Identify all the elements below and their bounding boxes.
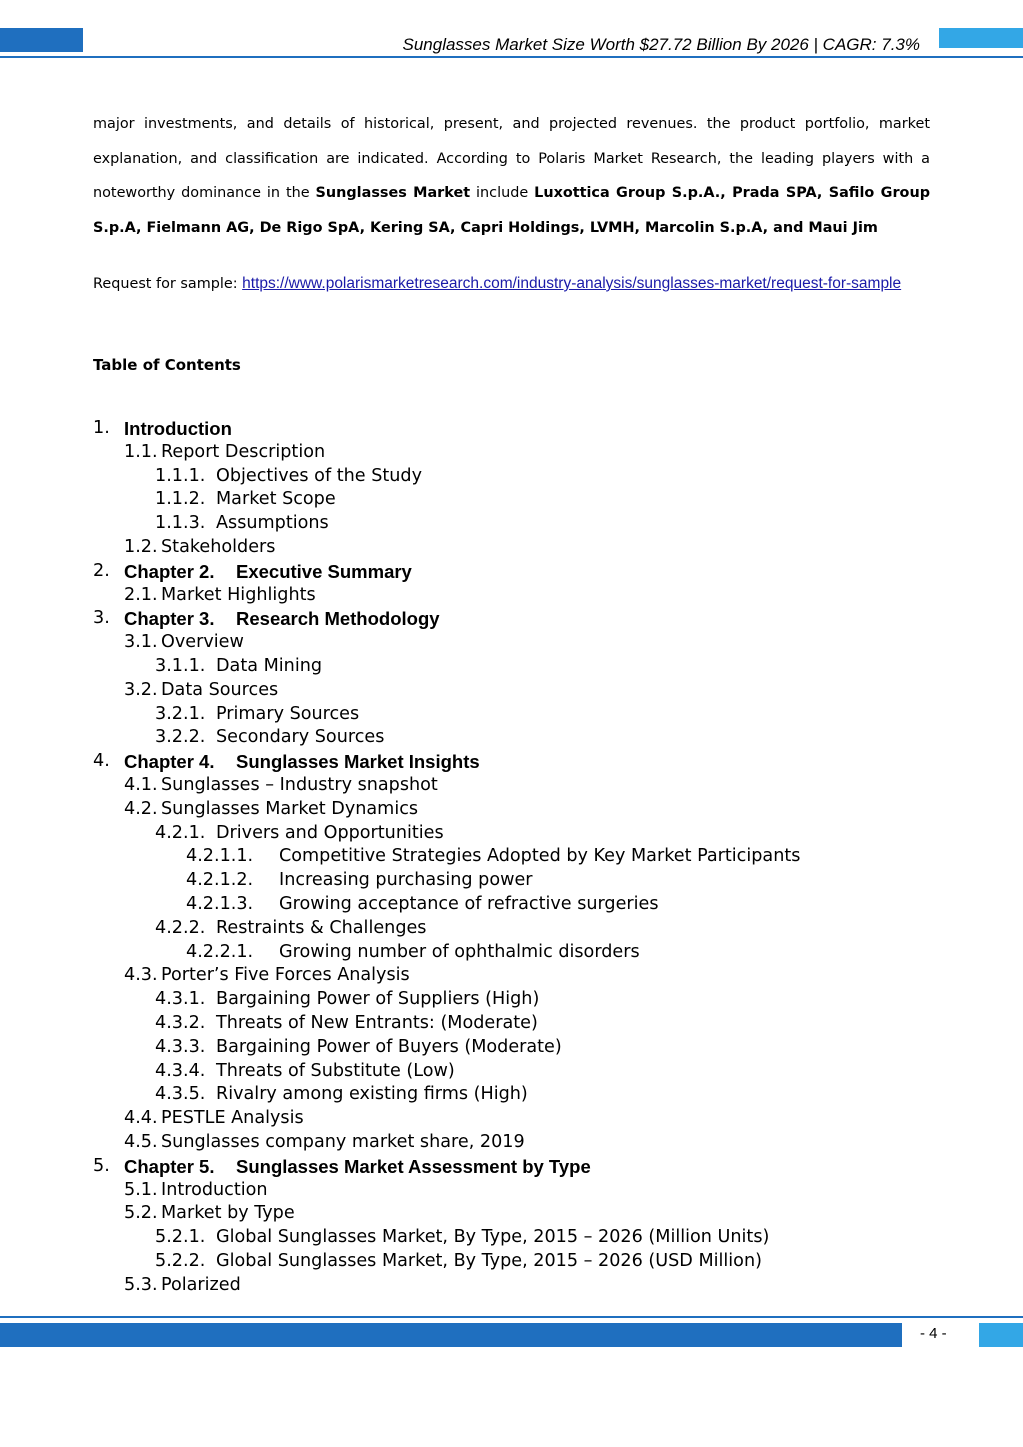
toc-item-text: Bargaining Power of Buyers (Moderate) (216, 1036, 562, 1057)
intro-include: include (470, 185, 535, 201)
toc-item (93, 988, 993, 1012)
toc-item (93, 1202, 993, 1226)
toc-item-text: Sunglasses Market Dynamics (161, 798, 419, 819)
toc-item-text: Increasing purchasing power (279, 870, 533, 891)
toc-item (93, 750, 993, 774)
toc-item-text: Report Description (161, 441, 326, 462)
toc-item-text: Assumptions (216, 513, 329, 534)
toc-item (93, 488, 993, 512)
toc-item (93, 1226, 993, 1250)
toc-item-number: 1.1. (124, 441, 158, 462)
intro-text: major investments, and details of historical, present, and projected revenues. the product portfolio, market explanation, and classification are indicated. According to Polaris Market Research, the leading players with a noteworthy dominance in the (93, 116, 930, 201)
toc-item (93, 417, 993, 441)
toc-item (93, 1155, 993, 1179)
toc-item-text: Overview (161, 632, 244, 653)
toc-item-text: Executive Summary (236, 560, 412, 582)
toc-item-text: Primary Sources (216, 703, 360, 724)
toc-item (93, 607, 993, 631)
toc-item-number: 3.2.2. (155, 727, 206, 748)
toc-item-number: 4. (93, 751, 110, 772)
toc-item-number: 3.2.1. (155, 703, 206, 724)
request-sample (93, 268, 933, 300)
toc-item-number: 5.2. (124, 1203, 158, 1224)
intro-players: Luxottica Group S.p.A., Prada SPA, Safilo Group S.p.A, Fielmann AG, De Rigo SpA, Kering SA, Capri Holdings, LVMH, Marcolin S.p.A, and Maui Jim (93, 185, 930, 236)
toc-item-number: 1.1.1. (155, 465, 206, 486)
toc-item (93, 726, 993, 750)
toc-item (93, 1012, 993, 1036)
header-accent-left (0, 28, 83, 52)
footer-rule (0, 1316, 1023, 1318)
toc-item (93, 679, 993, 703)
toc-chapter-title (124, 750, 480, 774)
toc-item-text: Rivalry among existing firms (High) (216, 1084, 528, 1105)
toc-item-text: Stakeholders (161, 536, 276, 557)
toc-item-number: 4.3.2. (155, 1012, 206, 1033)
toc-item (93, 1107, 993, 1131)
toc-item-text: Drivers and Opportunities (216, 822, 444, 843)
toc-item (93, 845, 993, 869)
toc-item (93, 703, 993, 727)
toc-item-text: Objectives of the Study (216, 465, 422, 486)
toc-item-number: 3.2. (124, 679, 158, 700)
page-number: - 4 - (920, 1325, 947, 1342)
toc-item-text: Polarized (161, 1274, 241, 1295)
toc-chapter-title (124, 560, 412, 584)
toc-heading: Table of Contents (93, 356, 241, 374)
toc-item-number: 4.2. (124, 798, 158, 819)
toc-item-text: Growing acceptance of refractive surgeries (279, 893, 659, 914)
request-sample-link[interactable]: https://www.polarismarketresearch.com/industry-analysis/sunglasses-market/request-for-sample (242, 275, 902, 292)
toc-item-number: 3.1. (124, 632, 158, 653)
toc-item (93, 1250, 993, 1274)
header-title: Sunglasses Market Size Worth $27.72 Billion By 2026 | CAGR: 7.3% (402, 35, 920, 54)
toc-item-text: Global Sunglasses Market, By Type, 2015 – 2026 (Million Units) (216, 1227, 770, 1248)
toc-item-text: Data Mining (216, 655, 323, 676)
toc-item-text: Secondary Sources (216, 727, 385, 748)
footer-accent-right (979, 1323, 1023, 1347)
toc-item-text: Introduction (161, 1179, 268, 1200)
toc-chapter-title (124, 607, 440, 631)
toc-item (93, 1083, 993, 1107)
toc-chapter-title (124, 1155, 591, 1179)
toc-item (93, 536, 993, 560)
toc-item-number: 4.2.2. (155, 917, 206, 938)
toc-item (93, 1274, 993, 1298)
intro-paragraph (93, 107, 930, 245)
toc-item (93, 465, 993, 489)
toc-chapter-label: Chapter 4. (124, 751, 215, 773)
toc-item-number: 5.2.1. (155, 1227, 206, 1248)
toc-item-text: Threats of Substitute (Low) (216, 1060, 455, 1081)
toc-item-number: 5.2.2. (155, 1250, 206, 1271)
toc-item (93, 655, 993, 679)
toc-item-number: 4.3.1. (155, 989, 206, 1010)
toc-chapter-label: Chapter 3. (124, 608, 215, 630)
toc-item (93, 822, 993, 846)
toc-item-text: Market Highlights (161, 584, 316, 605)
toc-item-number: 4.3.3. (155, 1036, 206, 1057)
toc-item-text: Market Scope (216, 489, 336, 510)
toc-item (93, 560, 993, 584)
toc-item-number: 1.1.3. (155, 513, 206, 534)
toc-item (93, 584, 993, 608)
toc-item-number: 1.1.2. (155, 489, 206, 510)
toc-item-text: Market by Type (161, 1203, 295, 1224)
toc-item-text: Threats of New Entrants: (Moderate) (216, 1012, 538, 1033)
toc-item-text: Introduction (124, 418, 232, 439)
toc-item-text: Growing number of ophthalmic disorders (279, 941, 640, 962)
toc-item-number: 4.3.4. (155, 1060, 206, 1081)
toc-item-number: 4.2.1. (155, 822, 206, 843)
toc-item-number: 4.3.5. (155, 1084, 206, 1105)
toc-item-number: 4.3. (124, 965, 158, 986)
header-rule (0, 56, 1023, 58)
toc-item (93, 798, 993, 822)
toc-item-text: Sunglasses – Industry snapshot (161, 774, 438, 795)
toc-item-number: 4.2.1.2. (186, 870, 254, 891)
toc-chapter-label: Chapter 5. (124, 1155, 215, 1177)
toc-item-text: Global Sunglasses Market, By Type, 2015 – 2026 (USD Million) (216, 1250, 762, 1271)
toc-item-text: Restraints & Challenges (216, 917, 427, 938)
header-accent-right (939, 28, 1023, 48)
toc-item-number: 4.5. (124, 1131, 158, 1152)
toc-item (93, 941, 993, 965)
toc-item-text: Sunglasses Market Insights (236, 751, 480, 773)
toc-item-text: Bargaining Power of Suppliers (High) (216, 989, 540, 1010)
toc-item-number: 4.2.1.1. (186, 846, 254, 867)
toc-item (93, 774, 993, 798)
toc-item (93, 869, 993, 893)
footer-accent-bar (0, 1323, 902, 1347)
toc-item (93, 893, 993, 917)
table-of-contents (93, 417, 993, 1297)
toc-item-text: Research Methodology (236, 608, 440, 630)
toc-item-number: 5.1. (124, 1179, 158, 1200)
toc-item (93, 1179, 993, 1203)
toc-item (93, 1060, 993, 1084)
request-label: Request for sample: (93, 276, 243, 292)
toc-item (93, 512, 993, 536)
toc-item-text: Sunglasses company market share, 2019 (161, 1131, 525, 1152)
toc-item-number: 1.2. (124, 536, 158, 557)
toc-chapter-title (124, 417, 232, 441)
toc-chapter-label: Chapter 2. (124, 560, 215, 582)
toc-item-number: 3. (93, 608, 110, 629)
toc-item-text: Data Sources (161, 679, 279, 700)
toc-item (93, 964, 993, 988)
toc-item-text: Competitive Strategies Adopted by Key Market Participants (279, 846, 801, 867)
toc-item-text: PESTLE Analysis (161, 1108, 304, 1129)
toc-item-number: 4.2.2.1. (186, 941, 254, 962)
toc-item (93, 917, 993, 941)
toc-item-number: 4.1. (124, 774, 158, 795)
toc-item-number: 2.1. (124, 584, 158, 605)
toc-item-number: 1. (93, 418, 110, 438)
toc-item-number: 4.2.1.3. (186, 893, 254, 914)
toc-item-number: 3.1.1. (155, 655, 206, 676)
toc-item-number: 2. (93, 560, 110, 581)
intro-market-name: Sunglasses Market (315, 185, 471, 201)
toc-item-text: Porter’s Five Forces Analysis (161, 965, 410, 986)
toc-item-number: 5.3. (124, 1274, 158, 1295)
toc-item-number: 5. (93, 1155, 110, 1176)
toc-item-number: 4.4. (124, 1108, 158, 1129)
toc-item (93, 1036, 993, 1060)
toc-item (93, 441, 993, 465)
toc-item (93, 1131, 993, 1155)
toc-item (93, 631, 993, 655)
toc-item-text: Sunglasses Market Assessment by Type (236, 1155, 591, 1177)
